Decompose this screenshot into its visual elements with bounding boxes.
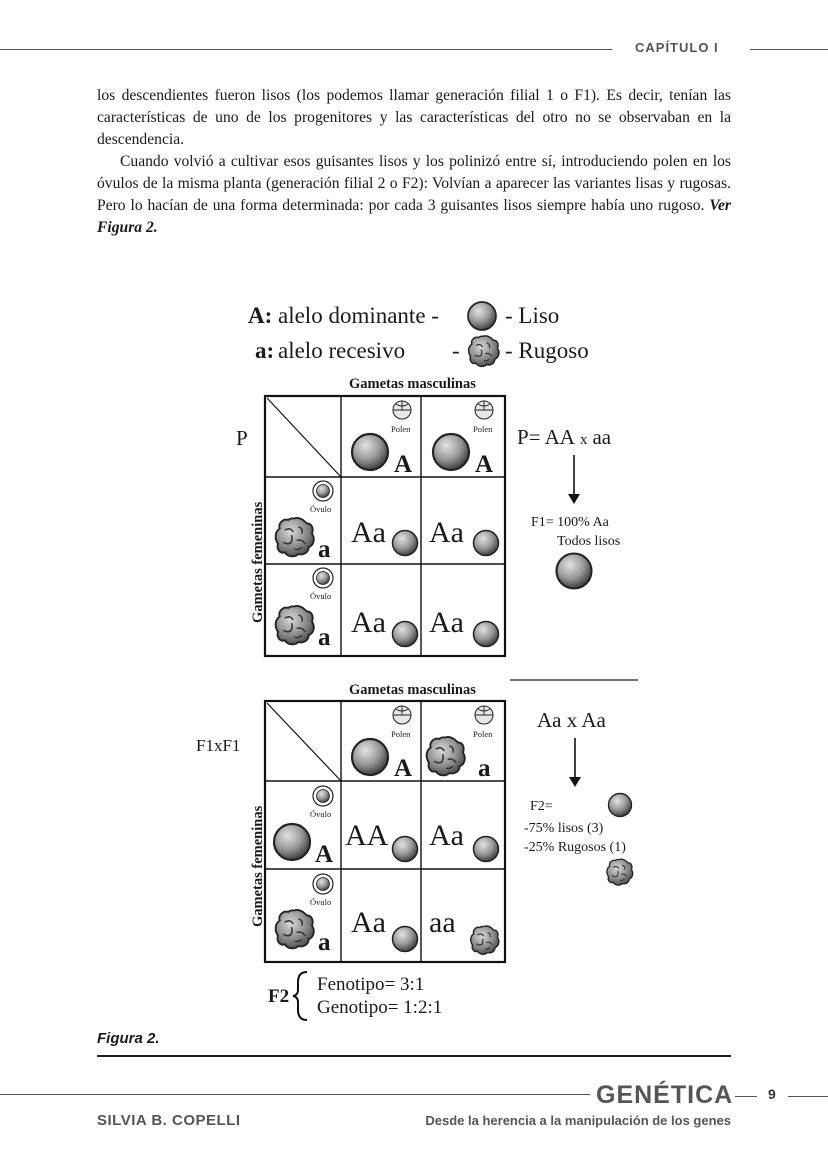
smooth-pea-icon [474,622,499,647]
male-allele-1: A [394,755,413,782]
f1-result-line1: F1= 100% Aa [531,515,609,530]
wrinkled-pea-icon [469,336,499,367]
genotype-cell: aa [429,906,456,939]
footer-rule-left [0,1094,590,1095]
genotype-cell: Aa [351,516,386,549]
cross-formula-start: P= AA [517,425,575,449]
smooth-pea-icon [474,531,499,556]
pollen-label: Polen [391,729,411,739]
wrinkled-pea-icon [276,910,314,948]
male-gametes-label: Gametas masculinas [349,376,476,392]
legend-recessive-dash: - [452,338,460,363]
cross-formula: Aa x Aa [537,708,606,732]
smooth-pea-icon [352,434,388,470]
legend [248,302,589,366]
phenotype-ratio: Fenotipo= 3:1 [317,974,425,995]
genotype-cell: Aa [429,606,464,639]
smooth-pea-icon [393,927,418,952]
female-allele-1: A [315,841,334,868]
ovule-icon [313,568,333,588]
figure-caption: Figura 2. [97,1030,160,1047]
smooth-pea-icon [393,622,418,647]
legend-recessive-result: - Rugoso [505,338,589,363]
pollen-label: Polen [473,424,493,434]
ovule-label: Óvulo [310,504,332,514]
wrinkled-pea-icon [607,859,633,885]
pollen-icon [475,706,493,724]
smooth-pea-icon [274,824,310,860]
genotype-cell: AA [345,819,389,852]
paragraph-2-text: Cuando volvió a cultivar esos guisantes lisos y los polinizó entre sí, introduciendo polen en los óvulos de la misma planta (generación filial 2 o F2): Volvían a aparecer las variantes lisas y rugosas. Pero lo hacían de una forma determinada: por cada 3 guisantes lisos siempre había uno rugoso. [97,153,731,214]
wrinkled-pea-icon [276,518,314,556]
legend-dominant-key: A: [248,303,273,328]
ovule-icon [313,874,333,894]
wrinkled-pea-icon [276,606,314,644]
pollen-icon [475,401,493,419]
page-number: 9 [768,1086,776,1102]
f2-summary-label: F2 [268,986,290,1007]
cross-symbol: x [579,432,588,448]
generation-label: P [236,426,248,450]
genotype-cell: Aa [351,606,386,639]
generation-label: F1xF1 [196,736,241,755]
caption-rule [97,1055,731,1057]
ovule-label: Óvulo [310,897,332,907]
cross-formula [517,425,612,449]
female-gametes-label: Gametas femeninas [250,805,266,927]
male-allele-2: A [475,451,494,478]
punnett-square-p [236,376,620,656]
ovule-label: Óvulo [310,591,332,601]
smooth-pea-icon [393,837,418,862]
footer-rule-right [788,1096,828,1097]
author-name: SILVIA B. COPELLI [97,1112,241,1129]
legend-dominant-text: alelo dominante - [278,303,439,328]
genotype-cell: Aa [351,906,386,939]
legend-recessive-key: a: [255,338,275,363]
ovule-icon [313,481,333,501]
cross-formula-end: aa [592,425,612,449]
male-allele-1: A [394,451,413,478]
pollen-icon [393,401,411,419]
f2-result-line2: -25% Rugosos (1) [524,840,626,855]
punnett-square-f1xf1 [196,682,633,962]
male-gametes-label: Gametas masculinas [349,682,476,698]
figure-reference: Ver Figura 2. [97,197,731,236]
wrinkled-pea-icon [427,737,465,775]
pollen-label: Polen [473,729,493,739]
smooth-pea-icon [474,837,499,862]
female-allele-1: a [318,536,331,563]
male-allele-2: a [478,755,491,782]
book-subtitle: Desde la herencia a la manipulación de los genes [425,1113,731,1128]
female-allele-2: a [318,929,331,956]
female-gametes-label: Gametas femeninas [250,501,266,623]
legend-recessive-text: alelo recesivo [278,338,406,363]
wrinkled-pea-icon [471,926,499,954]
smooth-pea-icon [393,531,418,556]
ovule-label: Óvulo [310,809,332,819]
smooth-pea-icon [557,554,592,589]
female-allele-2: a [318,624,331,651]
pollen-icon [393,706,411,724]
genotype-cell: Aa [429,516,464,549]
footer-rule-mid [735,1096,757,1097]
ovule-icon [313,786,333,806]
f2-result-label: F2= [530,799,553,814]
legend-dominant-result: - Liso [505,303,560,328]
chapter-label: CAPÍTULO I [635,40,719,55]
genotype-cell: Aa [429,819,464,852]
f2-summary [268,972,442,1020]
pollen-label: Polen [391,424,411,434]
genotype-ratio: Genotipo= 1:2:1 [317,997,443,1018]
smooth-pea-icon [352,739,388,775]
smooth-pea-icon [609,794,632,817]
book-title: GENÉTICA [596,1081,734,1109]
f2-result-line1: -75% lisos (3) [524,821,604,836]
smooth-pea-icon [468,302,496,330]
paragraph-1: los descendientes fueron lisos (los podemos llamar generación filial 1 o F1). Es decir, tenían las características de uno de los progenitores y las características del otro no se observaban en la descendencia. [97,87,731,148]
f1-result-line2: Todos lisos [557,534,621,549]
smooth-pea-icon [433,434,469,470]
